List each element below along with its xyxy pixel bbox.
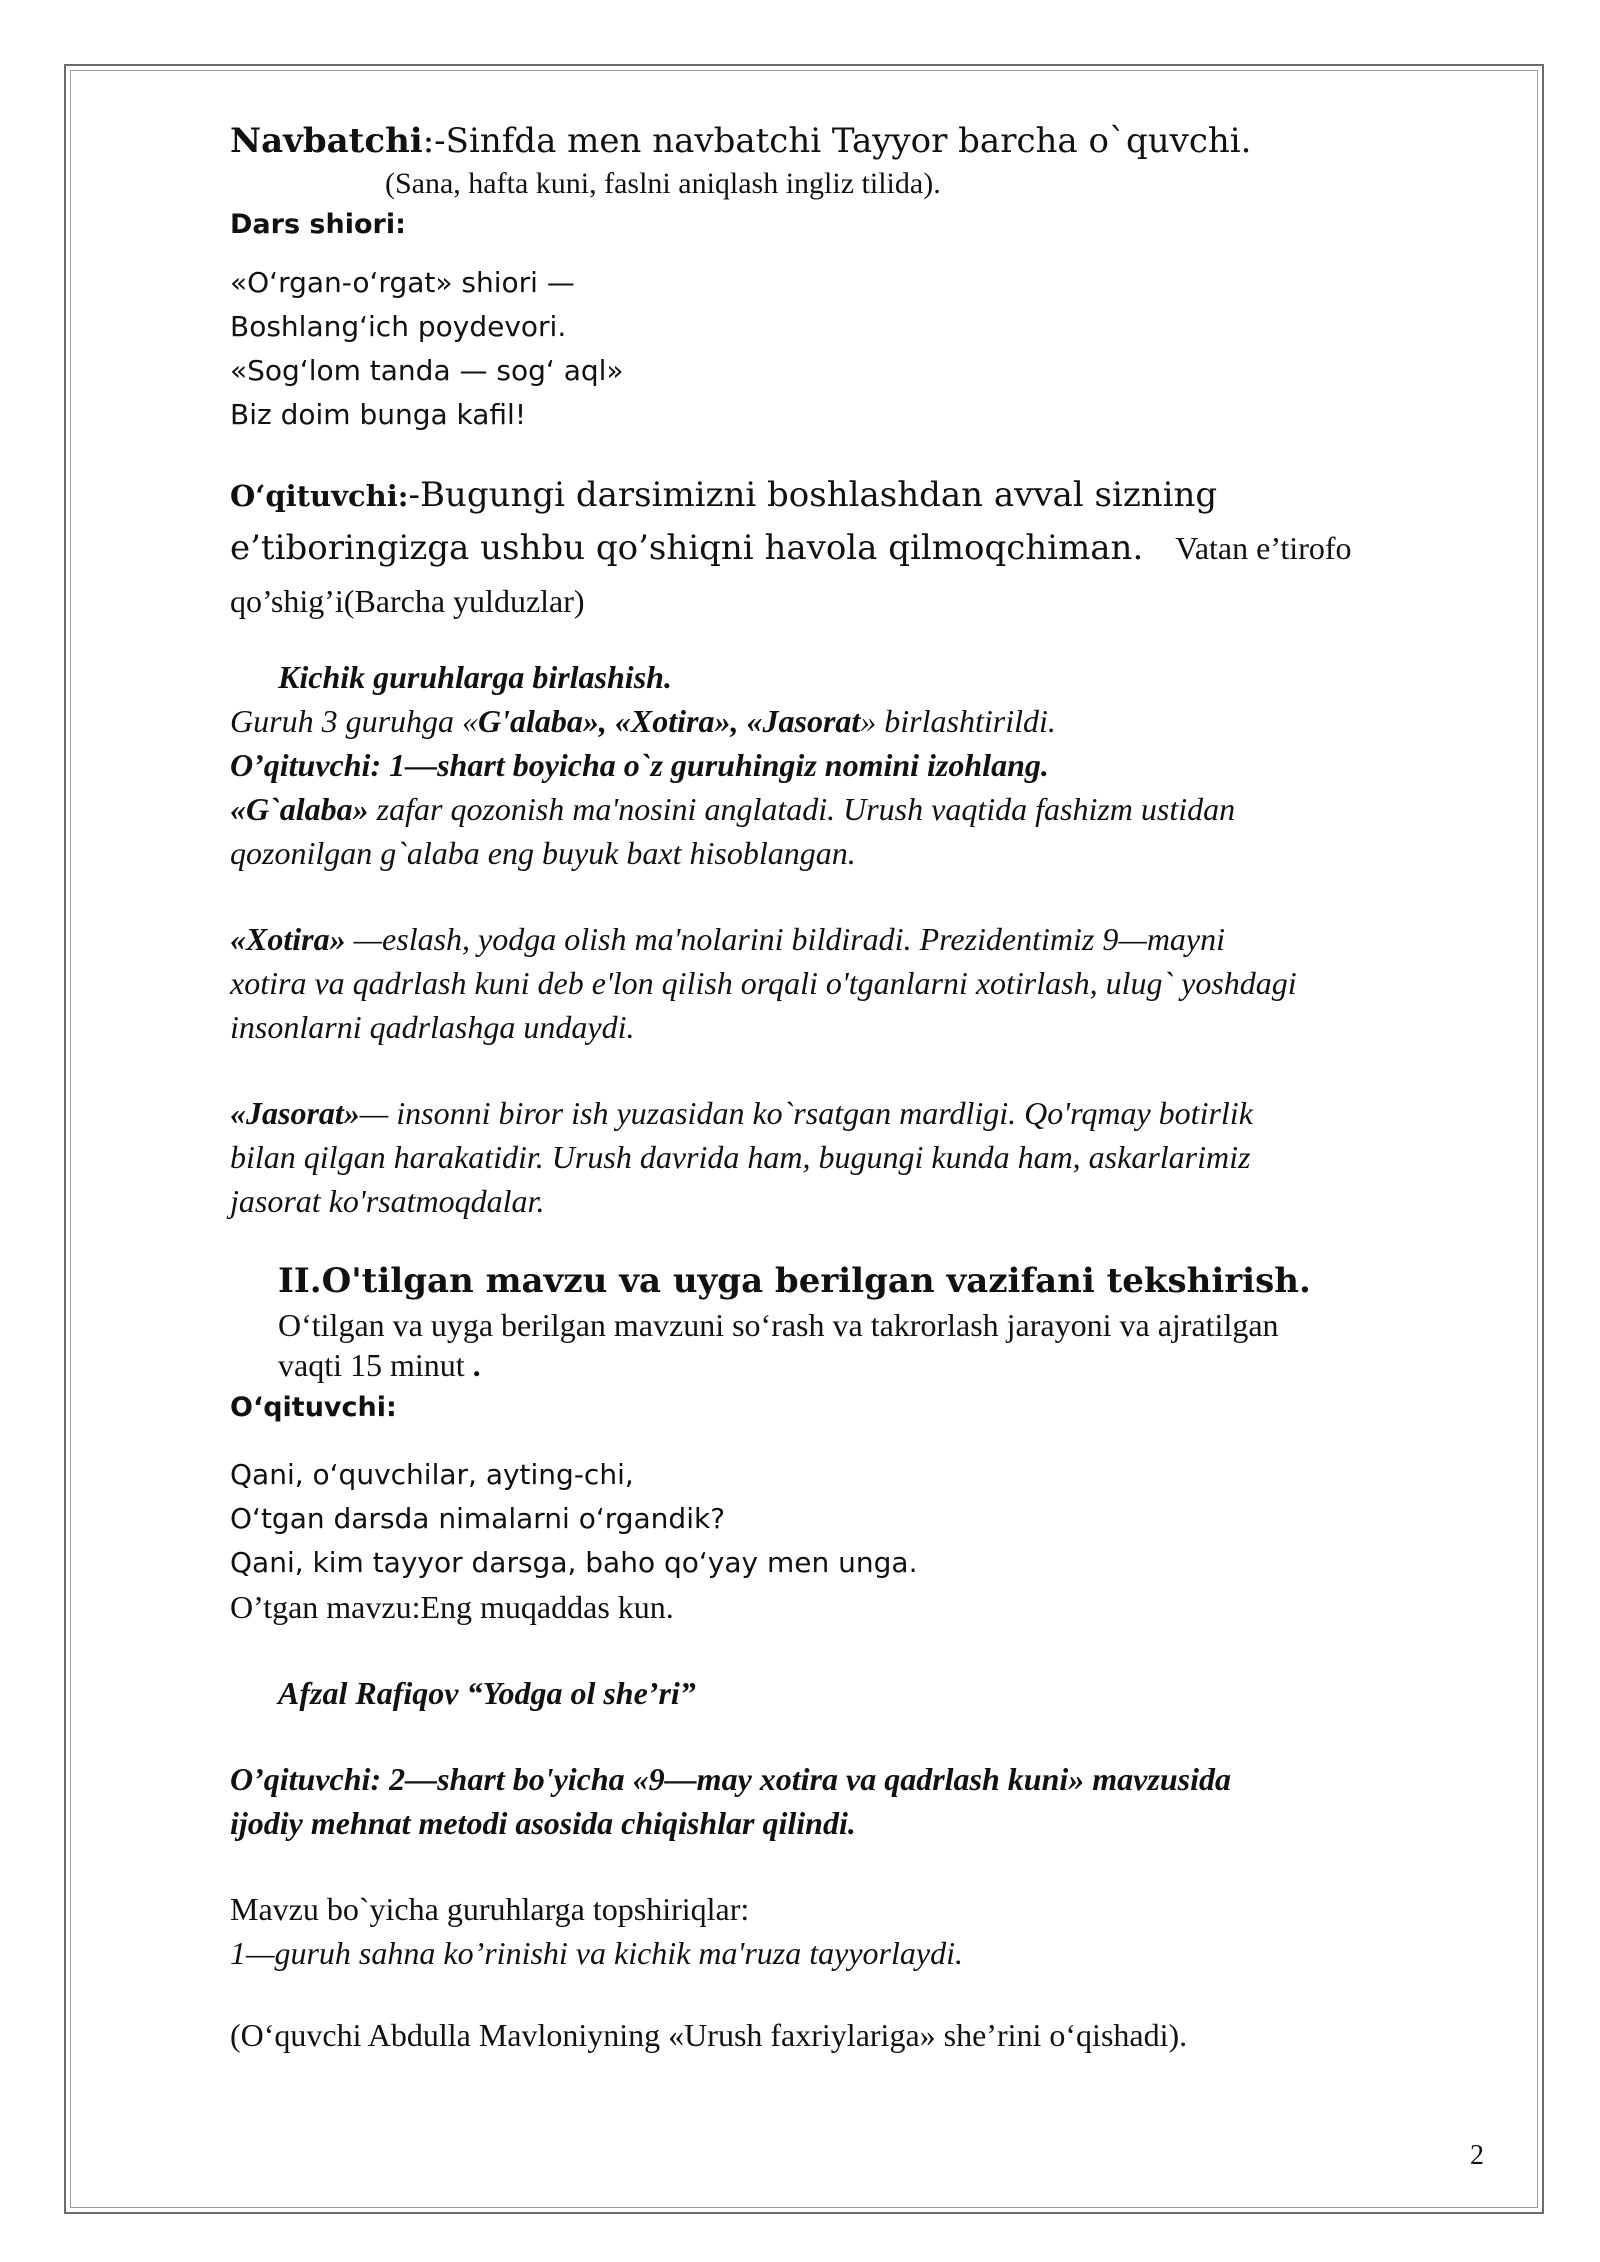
duty-line xyxy=(230,118,1500,165)
groups-intro-suffix: » birlashtirildi. xyxy=(860,703,1056,739)
xotira-paragraph-1 xyxy=(230,917,1500,961)
xotira-text: —eslash, yodga olish ma'nolarini bildiradi. Prezidentimiz 9—mayni xyxy=(345,921,1226,957)
jasorat-paragraph-3: jasorat ko'rsatmoqdalar. xyxy=(230,1183,545,1219)
duty-note: (Sana, hafta kuni, faslni aniqlash ingliz tilida). xyxy=(385,167,941,200)
poem-title: Afzal Rafiqov “Yodga ol she’ri” xyxy=(278,1675,696,1711)
task2-line-2: ijodiy mehnat metodi asosida chiqishlar qilindi. xyxy=(230,1805,856,1841)
section-2-desc-2-text: vaqti 15 minut xyxy=(278,1347,473,1383)
section-2-desc-2 xyxy=(230,1345,1500,1385)
xotira-paragraph-2: xotira va qadrlash kuni deb e'lon qilish orqali o'tganlarni xotirlash, ulug` yoshdagi xyxy=(230,965,1297,1001)
song-title-start: Vatan e’tirofo xyxy=(1175,530,1352,566)
teacher-intro-line-1 xyxy=(230,469,1500,522)
task1: O’qituvchi: 1—shart boyicha o`z guruhingiz nomini izohlang. xyxy=(230,747,1049,783)
galaba-text: zafar qozonish ma'nosini anglatadi. Urush vaqtida fashizm ustidan xyxy=(368,791,1236,827)
duty-speaker: Navbatchi xyxy=(230,121,423,161)
teacher-intro-text-1: -Bugungi darsimizni boshlashdan avval sizning xyxy=(408,475,1218,515)
group-name-xotira: Xotira xyxy=(630,703,715,739)
groups-separator: », « xyxy=(714,703,763,739)
jasorat-paragraph-2: bilan qilgan harakatidir. Urush davrida ham, bugungi kunda ham, askarlarimiz xyxy=(230,1139,1251,1175)
groups-separator: », « xyxy=(582,703,631,739)
groups-section xyxy=(230,655,1500,1223)
closing-note: (O‘quvchi Abdulla Mavloniyning «Urush faxriylariga» she’rini o‘qishadi). xyxy=(230,2017,1188,2053)
galaba-paragraph-1 xyxy=(230,787,1500,831)
section-2-desc-1: O‘tilgan va uyga berilgan mavzuni so‘rash va takrorlash jarayoni va ajratilgan xyxy=(278,1307,1279,1343)
poem-line: Qani, kim tayyor darsga, baho qo‘yay men unga. xyxy=(230,1546,918,1579)
section-2-heading: II.O'tilgan mavzu va uyga berilgan vazifani tekshirish. xyxy=(278,1261,1311,1301)
group-name-galaba: G'alaba xyxy=(478,703,583,739)
duty-text: :-Sinfda men navbatchi Tayyor barcha o`quvchi. xyxy=(422,121,1252,161)
groups-heading: Kichik guruhlarga birlashish. xyxy=(278,659,672,695)
motto-line: «O‘rgan-o‘rgat» shiori — xyxy=(230,266,575,299)
groups-intro-prefix: Guruh 3 guruhga « xyxy=(230,703,479,739)
song-title-end: qo’shig’i(Barcha yulduzlar) xyxy=(230,583,585,619)
section-2 xyxy=(230,1257,1500,2057)
jasorat-paragraph-1 xyxy=(230,1091,1500,1135)
task2-line-1: O’qituvchi: 2—shart bo'yicha «9—may xotira va qadrlash kuni» mavzusida xyxy=(230,1761,1231,1797)
section-2-desc-2-dot: . xyxy=(472,1347,481,1383)
document-body xyxy=(230,118,1500,2057)
xotira-name: «Xotira» xyxy=(230,921,346,957)
groups-intro xyxy=(230,699,1500,743)
xotira-paragraph-3: insonlarni qadrlashga undaydi. xyxy=(230,1009,635,1045)
galaba-name: «G`alaba» xyxy=(230,791,369,827)
assignment-1: 1—guruh sahna ko’rinishi va kichik ma'ruza tayyorlaydi. xyxy=(230,1935,963,1971)
galaba-paragraph-2: qozonilgan g`alaba eng buyuk baxt hisoblangan. xyxy=(230,835,856,871)
teacher-poem xyxy=(230,1453,1500,1629)
group-name-jasorat: Jasorat xyxy=(762,703,861,739)
section-2-speaker: O‘qituvchi: xyxy=(230,1392,397,1423)
teacher-intro xyxy=(230,469,1500,621)
motto-line: Boshlang‘ich poydevori. xyxy=(230,310,567,343)
teacher-intro-line-2 xyxy=(230,522,1500,581)
teacher-intro-text-2: e’tiboringizga ushbu qo’shiqni havola qilmoqchiman. xyxy=(230,528,1144,568)
poem-line: Qani, o‘quvchilar, ayting-chi, xyxy=(230,1458,634,1491)
motto-line: «Sog‘lom tanda — sog‘ aql» xyxy=(230,354,624,387)
teacher-speaker: O‘qituvchi: xyxy=(230,479,409,513)
assignments-heading: Mavzu bo`yicha guruhlarga topshiriqlar: xyxy=(230,1891,750,1927)
jasorat-text: — insonni biror ish yuzasidan ko`rsatgan mardligi. Qo'rqmay botirlik xyxy=(359,1095,1253,1131)
last-topic: O’tgan mavzu:Eng muqaddas kun. xyxy=(230,1589,674,1625)
jasorat-name: «Jasorat» xyxy=(230,1095,360,1131)
page-number: 2 xyxy=(1470,2140,1484,2171)
motto-line: Biz doim bunga kafil! xyxy=(230,398,527,431)
motto-poem xyxy=(230,261,1500,437)
motto-heading: Dars shiori: xyxy=(230,209,406,240)
poem-line: O‘tgan darsda nimalarni o‘rgandik? xyxy=(230,1502,726,1535)
